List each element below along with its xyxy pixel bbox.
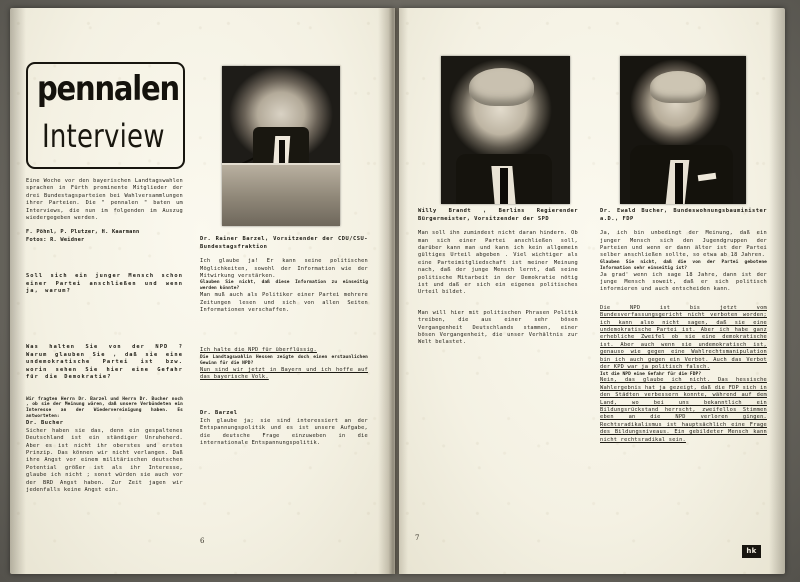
answer-barzel-bavaria: Nun sind wir jetzt in Bayern und ich hoffe auf das bayerische Volk. (200, 366, 368, 381)
page-number-right: 7 (415, 534, 420, 542)
answer-brandt-party-membership: Man soll ihn zumindest nicht daran hindern. Ob man sich einer Partei anschließen soll, darüber kann man und kann ich kein allgemein gültiges Urteil abgeben . Viel wichtiger als eine Parteimitgliedschaft ist meiner Meinung nach, daß der junge Mensch lernt, daß seine politische Mitarbeit in der Demokratie nötig ist und daß er sich ein eigenes politisches Urteil bildet. (418, 230, 578, 296)
speaker-name-barzel-joint: Dr. Barzel (200, 410, 238, 417)
answer-barzel-party-membership: Ich glaube ja! Er kann seine politischen Möglichkeiten, sowohl der Information wie der Mitwirkung verstärken. (200, 258, 368, 279)
hair-shape (469, 68, 534, 106)
answer-bucher-npd: Die NPD ist bis jetzt vom Bundesverfassungsgericht nicht verboten worden; ich kann also nicht sagen, daß sie eine undemokratische Partei ist. Aber ich habe ganz erhebliche Zweifel ob sie eine demokratische ist. Aber auch wenn sie undemokratisch ist, genauso wie gegen eine Wahlrechtsmanipulation bin ich auch gegen ein Verbot. Auch das Verbot der KPD war ja politisch falsch. (600, 304, 767, 371)
speaker-name-barzel: Dr. Rainer Barzel, Vorsitzender der CDU/CSU-Bundestagsfraktion (200, 236, 368, 250)
joint-question-wiedervereinigung: Wir fragten Herrn Dr. Barzel und Herrn Dr. Bucher noch , ob sie der Meinung wären, daß unsere Verbündeten ein Interesse an der Wiedervereinigung haben. Es antworteten: (26, 396, 183, 420)
intro-paragraph: Eine Woche vor den bayerischen Landtagswahlen sprachen in Fürth prominente Mitglieder der drei Bundestagsparteien bei Wahlversammlungen ihrer Parteien. Die " pennalen " baten um Interviews, die nun im folgenden im Auszug wiedergegeben werden. (26, 178, 183, 222)
photo-barzel-image (222, 66, 340, 226)
followup-barzel-hessen: Die Landtagswahlin Hessen zeigte doch einen erstaunlichen Gewinn für die NPD? (200, 354, 368, 366)
tie-shape (500, 168, 508, 204)
masthead-title-interview: Interview (42, 119, 165, 156)
intro-credits-text: F. Pöhnl, P. Plutzer, H. Kaarmann (26, 229, 140, 236)
left-column-one (26, 178, 183, 494)
answer-barzel-npd-superfluous: Ich halte die NPD für überflüssig. (200, 347, 317, 354)
answer-barzel-wiedervereinigung: Ich glaube ja; sie sind interessiert an der Entspannungspolitik und es ist unsere Aufgabe, die deutsche Frage einzuweben in die internationale Entspannungspolitik. (200, 418, 368, 447)
answer-bucher-information: Ja grad' wenn ich sage 18 Jahre, dann ist der junge Mensch soweit, daß er sich politisch informieren und auch entscheiden kann. (600, 271, 767, 293)
followup-barzel-information: Glauben Sie nicht, daß diese Information zu einseitig werden könnte? (200, 280, 368, 292)
answer-bucher-wiedervereinigung: Sicher haben sie das, denn ein gespaltenes Deutschland ist ein ständiger Unruheherd. Aber es ist nicht ihr oberstes und erstes Prinzip. Das können wir nicht verlangen. Daß ihre Angst vor einem militärischen deutschen Potential größer ist als ihr Interesse, glaube ich nicht ; sonst würden sie auch vor der BRD Angst haben. Zur Zeit jagen wir jedenfalls keine Angst ein. (26, 427, 183, 493)
question-about-npd: Was halten Sie von der NPD ? Warum glauben Sie , daß sie eine undemokratische Partei ist bzw. worin sehen Sie hier eine Gefahr für die Demokratie? (26, 344, 183, 381)
photo-willy-brandt (441, 56, 570, 204)
page-number-left: 6 (200, 537, 205, 545)
masthead-title-pennalen: pennalen (37, 68, 179, 109)
right-column-brandt (418, 208, 578, 347)
hair-shape (650, 71, 705, 104)
right-column-bucher (600, 208, 767, 444)
answer-brandt-npd: Man will hier mit politischen Phrasen Politik treiben, die aus einer sehr bösen Vergangenheit Deutschlands stammen, einer bösen Vergangenheit, die unser Verhältnis zur Welt belastet. (418, 309, 578, 346)
answer-bucher-party-membership: Ja, ich bin unbedingt der Meinung, daß ein junger Mensch sich den Jugendgruppen der Parteien und wenn er dann älter ist der Partei selber anschließen sollte, so etwa ab 18 Jahren. (600, 230, 767, 259)
photo-ewald-bucher (620, 56, 746, 204)
answer-bucher-fdp-education: Nein, das glaube ich nicht. Das hessische Wahlergebnis hat ja gezeigt, daß die FDP sich in den Städten verbessern konnte, während auf dem Land, wo bei uns bekanntlich ein Bildungsrückstand herrscht, zweifellos Stimmen eben an die NPD verloren gingen. Rechtsradikalismus ist hauptsächlich eine Frage des Bildungsniveaus. Ein gebildeter Mensch kann nicht rechtsradikal sein. (600, 377, 767, 443)
speaker-name-bucher-left: Dr. Bucher (26, 420, 64, 427)
left-column-two (200, 236, 368, 448)
photo-brandt-image (441, 56, 570, 204)
photo-rainer-barzel (222, 66, 340, 226)
followup-bucher-fdp-danger: Ist die NPD eine Gefahr für die FDP? (600, 371, 702, 377)
colophon-hk-mark (742, 545, 761, 558)
photo-bucher-image (620, 56, 746, 204)
speaker-name-bucher: Dr. Ewald Bucher, Bundeswohnungsbauminister a.D., FDP (600, 208, 767, 222)
masthead-logo (26, 62, 185, 169)
question-join-a-party: Soll sich ein junger Mensch schon einer Partei anschließen und wenn ja, warum? (26, 273, 183, 295)
speaker-name-brandt: Willy Brandt , Berlins Regierender Bürgermeister, Vorsitzender der SPD (418, 208, 578, 222)
answer-barzel-information: Man muß auch als Politiker einer Partei mehrere Zeitungen lesen und sich von allen Seiten Informationen verschaffen. (200, 292, 368, 314)
intro-credits-photos: Fotos: R. Weidner (26, 236, 85, 243)
tie-shape (675, 163, 683, 204)
colophon-hk-label: hk (746, 547, 757, 555)
followup-bucher-information: Glauben Sie nicht, daß die von der Partei gebotene Information sehr einseitig ist? (600, 259, 767, 271)
lectern-shape (222, 163, 340, 226)
